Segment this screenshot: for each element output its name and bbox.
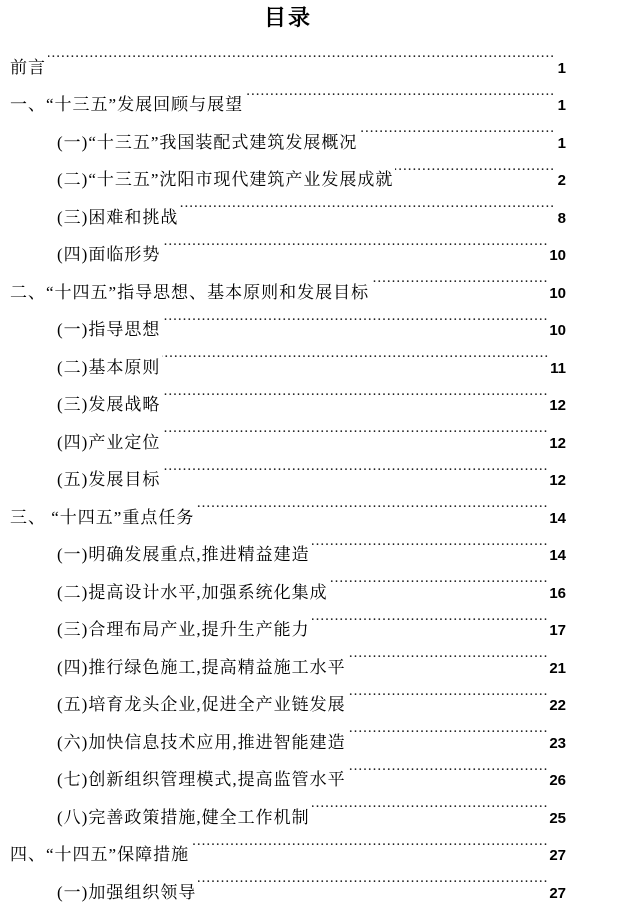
toc-entry-label: (四)产业定位 bbox=[57, 424, 160, 462]
toc-entry-label: (五)发展目标 bbox=[57, 461, 160, 499]
toc-entry-row bbox=[10, 73, 566, 111]
toc-dot-leader bbox=[198, 860, 548, 898]
toc-entry-page-number: 1 bbox=[556, 125, 566, 163]
toc-dot-leader bbox=[162, 335, 549, 373]
toc-entry-label: (一)指导思想 bbox=[57, 311, 160, 349]
toc-entry-label: (三)困难和挑战 bbox=[57, 199, 178, 237]
toc-entry-page-number: 12 bbox=[549, 387, 566, 425]
toc-entry-label: (八)完善政策措施,健全工作机制 bbox=[57, 799, 310, 837]
toc-dot-leader bbox=[330, 560, 549, 598]
toc-entry-page-number: 21 bbox=[549, 650, 566, 688]
toc-dot-leader bbox=[312, 598, 549, 636]
toc-entry-page-number: 26 bbox=[549, 762, 566, 800]
toc-entry-page-number: 12 bbox=[549, 462, 566, 500]
toc-entry-page-number: 22 bbox=[549, 687, 566, 725]
toc-dot-leader bbox=[348, 748, 549, 786]
toc-dot-leader bbox=[162, 410, 548, 448]
toc-entry-page-number: 12 bbox=[549, 425, 566, 463]
toc-dot-leader bbox=[162, 373, 548, 411]
toc-entry-label: (一)“十三五”我国装配式建筑发展概况 bbox=[57, 124, 357, 162]
toc-entry-page-number: 27 bbox=[549, 837, 566, 875]
toc-entry-label: (四)推行绿色施工,提高精益施工水平 bbox=[57, 649, 346, 687]
toc-entry-label: (二)基本原则 bbox=[57, 349, 160, 387]
toc-entry-page-number: 1 bbox=[556, 50, 566, 88]
toc-entry-label: (三)合理布局产业,提升生产能力 bbox=[57, 611, 310, 649]
toc-dot-leader bbox=[348, 673, 549, 711]
toc-entry-page-number: 27 bbox=[549, 875, 566, 912]
toc-dot-leader bbox=[395, 148, 555, 186]
toc-dot-leader bbox=[162, 448, 548, 486]
toc-dot-leader bbox=[312, 785, 549, 823]
toc-entry-label: (三)发展战略 bbox=[57, 386, 160, 424]
toc-entry-label: 一、“十三五”发展回顾与展望 bbox=[10, 86, 243, 124]
toc-entry-page-number: 11 bbox=[550, 350, 566, 388]
toc-entry-label: (六)加快信息技术应用,推进智能建造 bbox=[57, 724, 346, 762]
toc-entry-page-number: 8 bbox=[556, 200, 566, 238]
toc-entry-label: (七)创新组织管理模式,提高监管水平 bbox=[57, 761, 346, 799]
toc-entry-page-number: 14 bbox=[549, 500, 566, 538]
toc-dot-leader bbox=[196, 485, 548, 523]
toc-entry-label: 四、“十四五”保障措施 bbox=[10, 836, 189, 874]
toc-entry-row bbox=[10, 35, 566, 73]
toc-entry-page-number: 10 bbox=[549, 275, 566, 313]
toc-entry-label: (一)加强组织领导 bbox=[57, 874, 196, 912]
toc-entry-page-number: 1 bbox=[556, 87, 566, 125]
toc-dot-leader bbox=[359, 110, 555, 148]
toc-entry-page-number: 10 bbox=[549, 312, 566, 350]
toc-entry-page-number: 16 bbox=[549, 575, 566, 613]
toc-entry-page-number: 25 bbox=[549, 800, 566, 838]
toc-dot-leader bbox=[162, 223, 548, 261]
toc-entry-label: (五)培育龙头企业,促进全产业链发展 bbox=[57, 686, 346, 724]
toc-dot-leader bbox=[348, 635, 549, 673]
toc-dot-leader bbox=[180, 185, 555, 223]
toc-entry-page-number: 2 bbox=[556, 162, 566, 200]
toc-dot-leader bbox=[162, 298, 548, 336]
toc-dot-leader bbox=[312, 523, 549, 561]
toc-entry-label: 二、“十四五”指导思想、基本原则和发展目标 bbox=[10, 274, 369, 312]
toc-entry-label: (一)明确发展重点,推进精益建造 bbox=[57, 536, 310, 574]
toc-title: 目录 bbox=[10, 3, 566, 33]
toc-entry-label: (二)提高设计水平,加强系统化集成 bbox=[57, 574, 328, 612]
toc-dot-leader bbox=[371, 260, 548, 298]
toc-dot-leader bbox=[348, 710, 549, 748]
toc-entry-page-number: 23 bbox=[549, 725, 566, 763]
toc-entry-label: (四)面临形势 bbox=[57, 236, 160, 274]
toc-entry-label: (二)“十三五”沈阳市现代建筑产业发展成就 bbox=[57, 161, 393, 199]
toc-dot-leader bbox=[191, 823, 548, 861]
toc-list bbox=[10, 35, 566, 898]
toc-entry-page-number: 17 bbox=[549, 612, 566, 650]
toc-dot-leader bbox=[245, 73, 555, 111]
toc-entry-label: 三、 “十四五”重点任务 bbox=[10, 499, 194, 537]
toc-entry-page-number: 10 bbox=[549, 237, 566, 275]
toc-entry-label: 前言 bbox=[10, 49, 46, 87]
toc-entry-page-number: 14 bbox=[549, 537, 566, 575]
toc-dot-leader bbox=[48, 35, 555, 73]
